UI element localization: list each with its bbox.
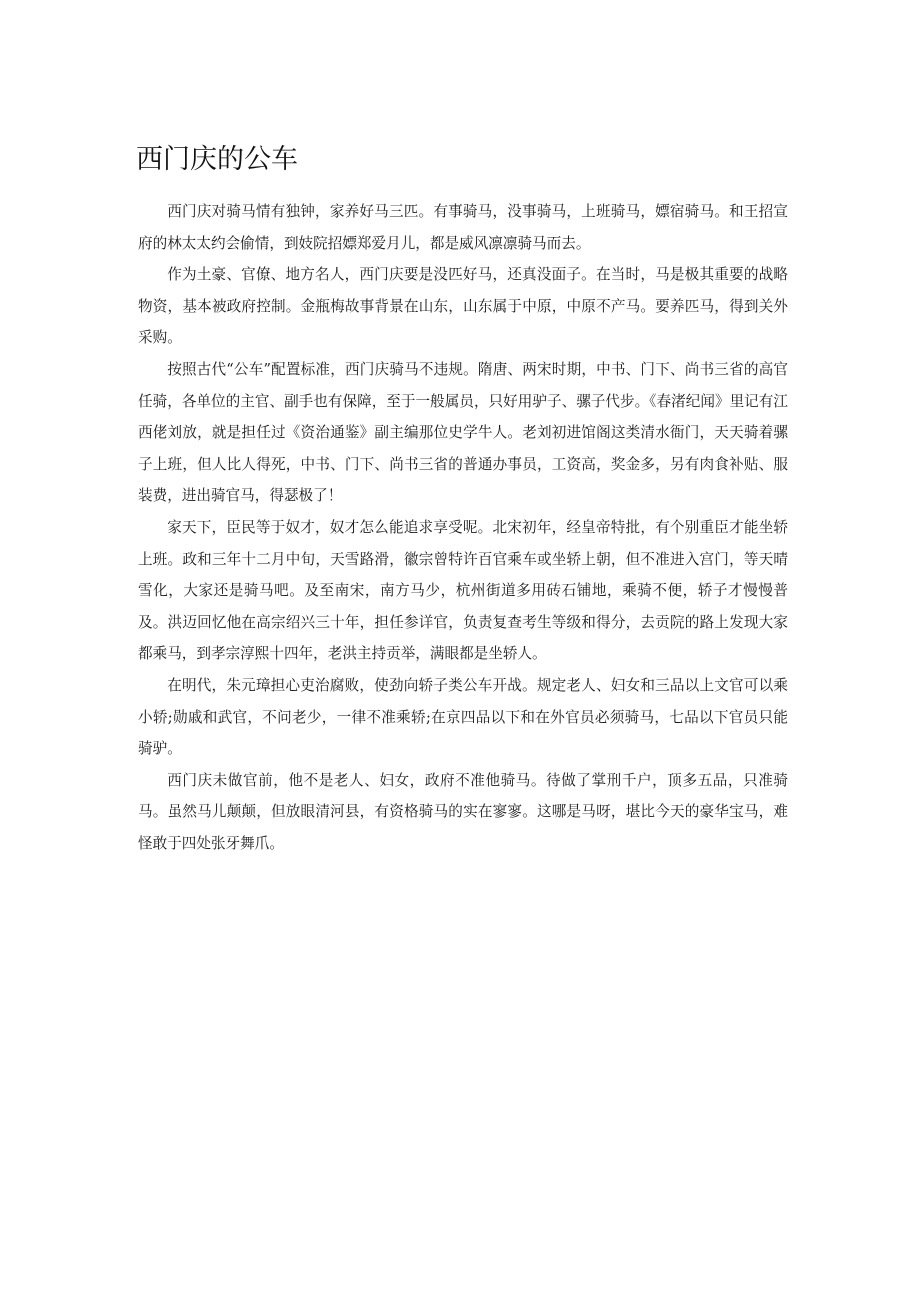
paragraph: 作为土豪、官僚、地方名人，西门庆要是没匹好马，还真没面子。在当时，马是极其重要的战略物资，基本被政府控制。金瓶梅故事背景在山东，山东属于中原，中原不产马。要养匹马，得到关外采购。 xyxy=(138,266,788,347)
paragraph: 西门庆对骑马情有独钟，家养好马三匹。有事骑马，没事骑马，上班骑马，嫖宿骑马。和王招宣府的林太太约会偷情，到妓院招嫖郑爱月儿，都是威风凛凛骑马而去。 xyxy=(138,203,788,252)
paragraph: 在明代，朱元璋担心吏治腐败，使劲向轿子类公车开战。规定老人、妇女和三品以上文官可以乘小轿;勋戚和武官，不问老少，一律不准乘轿;在京四品以下和在外官员必须骑马，七品以下官员只能骑驴。 xyxy=(138,676,788,758)
paragraph: 家天下，臣民等于奴才，奴才怎么能追求享受呢。北宋初年，经皇帝特批，有个别重臣才能坐轿上班。政和三年十二月中旬，天雪路滑，徽宗曾特许百官乘车或坐轿上朝，但不准进入宫门，等天晴雪化，大家还是骑马吧。及至南宋，南方马少，杭州街道多用砖石铺地，乘骑不便，轿子才慢慢普及。洪迈回忆他在高宗绍兴三十年，担任参详官，负责复查考生等级和得分，去贡院的路上发现大家都乘马，到孝宗淳熙十四年，老洪主持贡举，满眼都是坐轿人。 xyxy=(138,518,788,663)
paragraph: 西门庆未做官前，他不是老人、妇女，政府不准他骑马。待做了掌刑千户，顶多五品，只准骑马。虽然马儿颠颠，但放眼清河县，有资格骑马的实在寥寥。这哪是马呀，堪比今天的豪华宝马，难怪敢于四处张牙舞爪。 xyxy=(138,771,788,852)
paragraph: 按照古代“公车”配置标准，西门庆骑马不违规。隋唐、两宋时期，中书、门下、尚书三省的高官任骑，各单位的主官、副手也有保障，至于一般属员，只好用驴子、骡子代步。《春渚纪闻》里记有江西佬刘放，就是担任过《资治通鉴》副主编那位史学牛人。老刘初进馆阁这类清水衙门，天天骑着骡子上班，但人比人得死，中书、门下、尚书三省的普通办事员，工资高，奖金多，另有肉食补贴、服装费，进出骑官马，得瑟极了！ xyxy=(138,360,788,505)
document-title: 西门庆的公车 xyxy=(136,144,298,175)
document-body xyxy=(138,196,788,859)
